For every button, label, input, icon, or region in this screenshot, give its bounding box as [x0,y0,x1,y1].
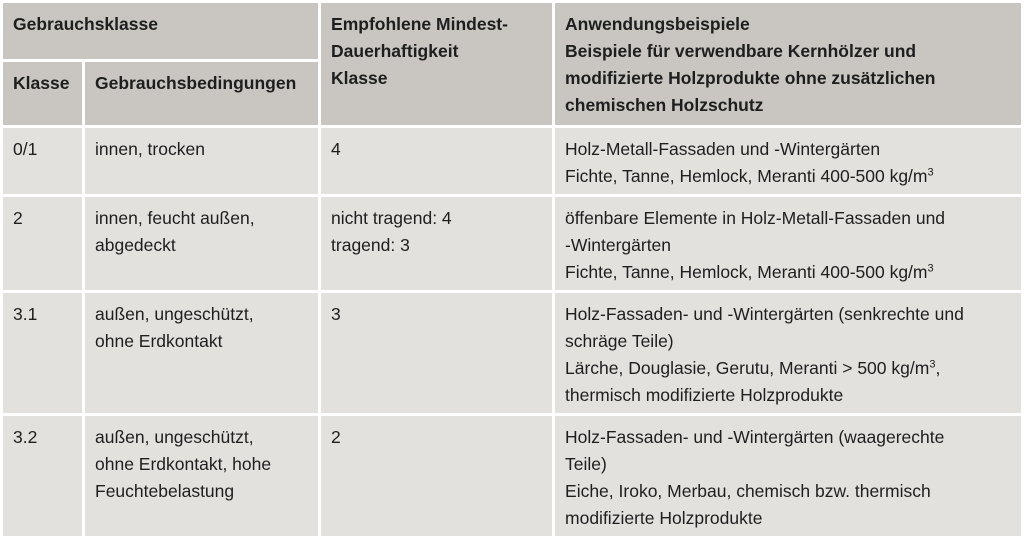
cell-dauerhaftigkeit: 4 [321,128,552,194]
cell-anwendung: Holz-Fassaden- und -Wintergärten (senkrechte und schräge Teile) Lärche, Douglasie, Gerutu, Meranti > 500 $kg/m^3$, thermisch modifizierte Holzprodukte [555,293,1021,413]
cell-klasse: 0/1 [3,128,82,194]
anwendung-line: Fichte, Tanne, Hemlock, Meranti 400-500 kg/m [565,262,928,282]
header-gebrauchsklasse: Gebrauchsklasse [3,3,318,59]
cell-dauerhaftigkeit: 2 [321,416,552,536]
cell-dauerhaftigkeit: 3 [321,293,552,413]
cell-anwendung: Holz-Metall-Fassaden und -Wintergärten Fichte, Tanne, Hemlock, Meranti 400-500 $kg/m^3$ [555,128,1021,194]
anwendung-line: Fichte, Tanne, Hemlock, Meranti 400-500 kg/m [565,166,928,186]
table-row [3,197,1021,290]
cell-klasse: 3.2 [3,416,82,536]
cell-bedingungen: außen, ungeschützt, ohne Erdkontakt, hohe Feuchtebelastung [85,416,318,536]
cell-bedingungen: außen, ungeschützt, ohne Erdkontakt [85,293,318,413]
table-row [3,416,1021,536]
header-row-top [3,3,1021,59]
table-row [3,293,1021,413]
header-klasse: Klasse [3,62,82,125]
header-gebrauchsbedingungen: Gebrauchsbedingungen [85,62,318,125]
header-dauerhaftigkeit: Empfohlene Mindest- Dauerhaftigkeit Klasse [321,3,552,125]
unit-superscript: 3 [927,166,934,179]
cell-bedingungen: innen, trocken [85,128,318,194]
unit-superscript: 3 [929,358,936,371]
header-anwendung: Anwendungsbeispiele Beispiele für verwendbare Kernhölzer und modifizierte Holzprodukte ohne zusätzlichen chemischen Holzschutz [555,3,1021,125]
unit-superscript: 3 [927,262,934,275]
cell-anwendung: Holz-Fassaden- und -Wintergärten (waagerechte Teile) Eiche, Iroko, Merbau, chemisch bzw. thermisch modifizierte Holzprodukte [555,416,1021,536]
comma: , [935,358,941,378]
cell-dauerhaftigkeit: nicht tragend: 4 tragend: 3 [321,197,552,290]
cell-anwendung: öffenbare Elemente in Holz-Metall-Fassaden und -Wintergärten Fichte, Tanne, Hemlock, Meranti 400-500 $kg/m^3$ [555,197,1021,290]
anwendung-line: Lärche, Douglasie, Gerutu, Meranti > 500 kg/m [565,358,930,378]
cell-bedingungen: innen, feucht außen, abgedeckt [85,197,318,290]
cell-klasse: 2 [3,197,82,290]
table-row [3,128,1021,194]
cell-klasse: 3.1 [3,293,82,413]
